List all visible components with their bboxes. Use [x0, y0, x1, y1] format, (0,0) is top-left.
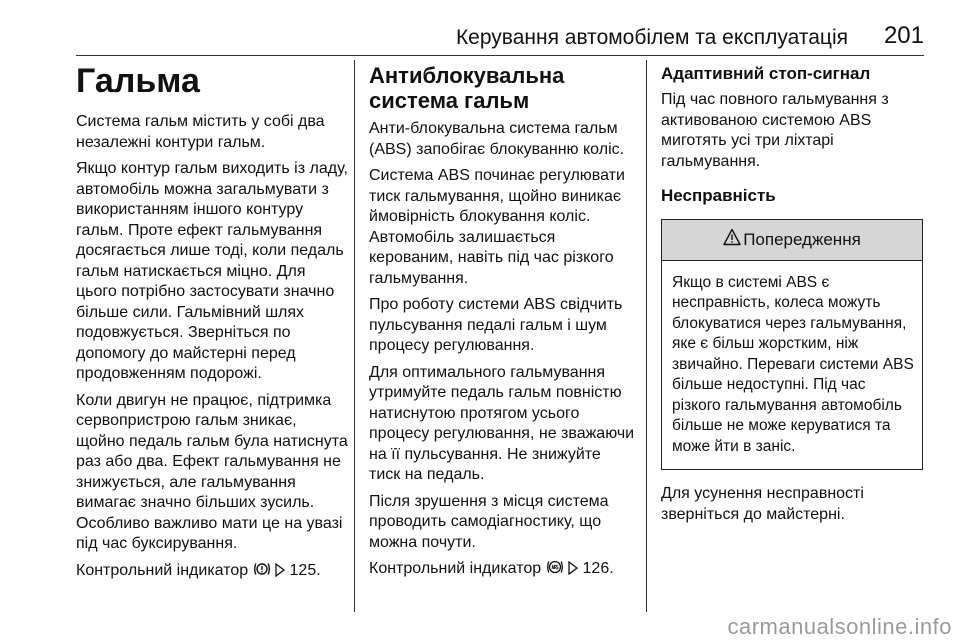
paragraph: Про роботу системи ABS свідчить пульсування педалі гальм і шум процесу регулювання. — [369, 296, 623, 355]
header-title: Керування автомобілем та експлуатація — [455, 26, 848, 49]
section-heading-brakes: Гальма — [76, 62, 200, 100]
section-heading-abs: Антиблокувальна система гальм — [369, 63, 565, 113]
warning-title: Попередження — [743, 229, 861, 249]
header-rule — [76, 55, 924, 56]
paragraph: Анти-блокувальна система гальм (ABS) запобігає блокуванню коліс. — [369, 120, 625, 158]
warning-text: Якщо в системі ABS є несправність, колеса можуть блокуватися через гальмування, яке є більш жорстким, ніж звичайно. Переваги системи ABS більше недоступні. Під час різкого гальмування автомобіль більше не може керуватися та може йти в заніс. — [672, 273, 914, 455]
paragraph: Для оптимального гальмування утримуйте педаль гальм повністю натиснутою протягом усього процесу регулювання, не зважаючи на її пульсування. Не знижуйте тиск на педаль. — [369, 363, 635, 484]
paragraph: Для усунення несправності зверніться до майстерні. — [661, 485, 864, 523]
indicator-reference — [369, 559, 635, 582]
reference-page: 126. — [582, 560, 614, 578]
column-abs — [369, 58, 635, 588]
reference-text: Контрольний індикатор — [76, 561, 249, 579]
section-heading-adaptive-brake-light: Адаптивний стоп-сигнал — [661, 64, 871, 83]
arrow-ref-icon — [568, 561, 578, 582]
page-number: 201 — [883, 22, 924, 49]
paragraph: Система ABS починає регулювати тиск гальмування, щойно виникає ймовірність блокування коліс. Автомобіль залишається керованим, навіть під час різкого гальмування. — [369, 167, 625, 287]
abs-indicator-icon — [546, 559, 564, 582]
paragraph: Система гальм містить у собі два незалежні контури гальм. — [76, 113, 325, 151]
column-divider-1 — [354, 60, 355, 612]
paragraph: Коли двигун не працює, підтримка сервопристрою гальм зникає, щойно педаль гальм була натиснута раз або два. Ефект гальмування не знижується, але гальмування вимагає значно більших зусиль. Особливо важливо мати це на увазі під час буксирування. — [76, 391, 348, 552]
arrow-ref-icon — [275, 563, 285, 584]
column-divider-2 — [646, 60, 647, 612]
brake-warning-icon — [253, 561, 271, 584]
paragraph: Якщо контур гальм виходить із ладу, автомобіль можна загальмувати з використанням іншого контуру гальм. Проте ефект гальмування досягається лише тоді, коли педаль гальм натискається міцно. Для цього потрібно застосувати значно більше сили. Гальмівний шлях подовжується. Зверніться по допомогу до майстерні перед продовженням подорожі. — [76, 160, 348, 382]
indicator-reference — [76, 561, 348, 584]
page-header — [0, 0, 960, 56]
reference-page: 125. — [289, 561, 321, 579]
warning-triangle-icon — [723, 228, 743, 251]
paragraph: Після зрушення з місця система проводить самодіагностику, що можна почути. — [369, 492, 609, 551]
section-heading-fault: Несправність — [661, 186, 776, 206]
warning-box — [661, 219, 923, 471]
column-stop-signal — [661, 58, 923, 531]
column-brakes — [76, 58, 348, 589]
warning-header — [662, 220, 922, 261]
paragraph: Під час повного гальмування з активованою системою ABS миготять усі три ліхтарі гальмування. — [661, 91, 889, 170]
watermark: carmanualsonline.info — [727, 614, 952, 639]
reference-text: Контрольний індикатор — [369, 560, 542, 578]
